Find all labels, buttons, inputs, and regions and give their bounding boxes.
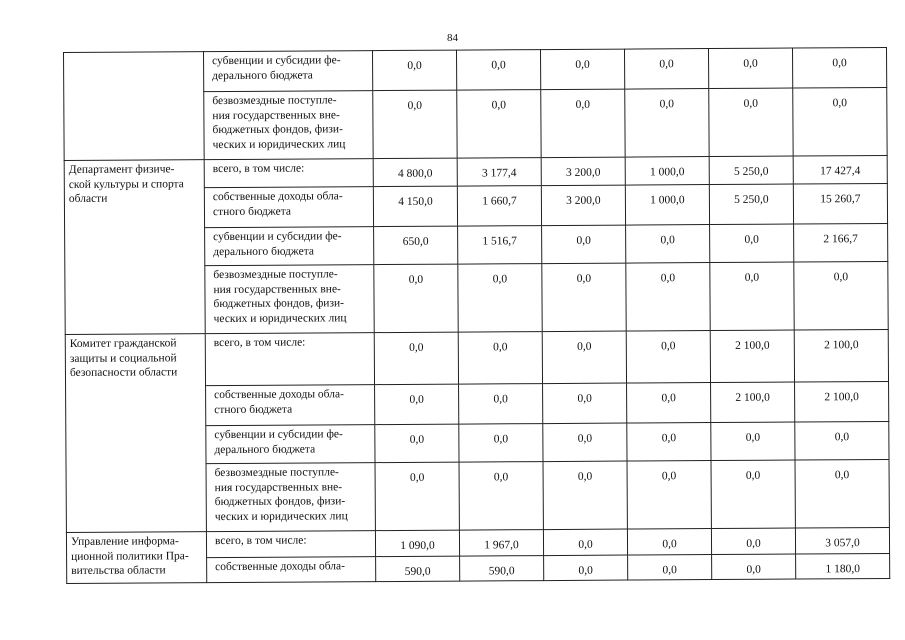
value-cell: 0,0 xyxy=(792,47,886,88)
value-cell: 0,0 xyxy=(542,225,626,264)
value-cell: 0,0 xyxy=(459,424,543,463)
value-cell: 590,0 xyxy=(460,555,544,581)
funding-source-cell: субвенции и субсидии фе- дерального бюджета xyxy=(204,51,373,92)
funding-source-cell: собственные доходы обла- стного бюджета xyxy=(206,385,375,426)
value-cell: 650,0 xyxy=(374,226,458,265)
budget-table-body xyxy=(64,47,890,583)
value-cell: 0,0 xyxy=(795,421,889,460)
value-cell: 0,0 xyxy=(540,49,624,90)
value-cell: 0,0 xyxy=(627,529,711,555)
value-cell: 0,0 xyxy=(542,331,626,384)
value-cell: 3 057,0 xyxy=(795,527,889,553)
value-cell: 0,0 xyxy=(627,423,711,462)
funding-source-cell: всего, в том числе: xyxy=(204,159,373,188)
value-cell: 1 000,0 xyxy=(625,185,709,226)
value-cell: 0,0 xyxy=(544,555,628,581)
budget-table xyxy=(63,47,890,584)
value-cell: 0,0 xyxy=(711,528,795,554)
funding-source-cell: всего, в том числе: xyxy=(205,333,374,386)
value-cell: 0,0 xyxy=(375,462,459,531)
value-cell: 1 967,0 xyxy=(459,530,543,556)
organization-cell: Комитет гражданской защиты и социальной безопасности области xyxy=(65,334,206,533)
table-row xyxy=(65,329,888,386)
value-cell: 0,0 xyxy=(793,87,887,156)
value-cell: 1 180,0 xyxy=(796,553,890,579)
value-cell: 0,0 xyxy=(712,554,796,580)
budget-table-container xyxy=(63,47,872,584)
value-cell: 3 200,0 xyxy=(541,185,625,226)
value-cell: 0,0 xyxy=(457,90,541,159)
value-cell: 0,0 xyxy=(373,90,457,159)
value-cell: 17 427,4 xyxy=(793,155,887,184)
organization-cell: Управление информа- ционной политики Пра- вительства области xyxy=(66,532,206,584)
value-cell: 0,0 xyxy=(375,384,459,425)
value-cell: 0,0 xyxy=(709,88,793,157)
value-cell: 3 200,0 xyxy=(541,157,625,186)
value-cell: 0,0 xyxy=(459,462,543,531)
value-cell: 2 100,0 xyxy=(711,382,795,423)
table-row xyxy=(64,47,887,92)
value-cell: 0,0 xyxy=(543,461,627,530)
value-cell: 5 250,0 xyxy=(709,156,793,185)
value-cell: 0,0 xyxy=(624,49,708,90)
value-cell: 0,0 xyxy=(458,332,542,385)
value-cell: 4 800,0 xyxy=(373,158,457,187)
funding-source-cell: субвенции и субсидии фе- дерального бюджета xyxy=(206,425,375,464)
value-cell: 0,0 xyxy=(708,48,792,89)
value-cell: 1 000,0 xyxy=(625,157,709,186)
funding-source-cell: субвенции и субсидии фе- дерального бюджета xyxy=(205,227,374,266)
funding-source-cell: безвозмездные поступле- ния государственных вне- бюджетных фондов, физи- ческих и юридических лиц xyxy=(206,463,375,532)
value-cell: 0,0 xyxy=(626,225,710,264)
value-cell: 2 100,0 xyxy=(794,329,888,382)
value-cell: 0,0 xyxy=(627,461,711,530)
value-cell: 0,0 xyxy=(375,424,459,463)
funding-source-cell: собственные доходы обла- xyxy=(207,556,376,583)
value-cell: 1 660,7 xyxy=(457,186,541,227)
value-cell: 0,0 xyxy=(459,384,543,425)
value-cell: 0,0 xyxy=(626,331,710,384)
page-number: 84 xyxy=(447,32,458,44)
value-cell: 0,0 xyxy=(543,383,627,424)
funding-source-cell: собственные доходы обла- стного бюджета xyxy=(204,187,373,228)
value-cell: 4 150,0 xyxy=(373,186,457,227)
value-cell: 0,0 xyxy=(542,263,626,332)
value-cell: 0,0 xyxy=(711,460,795,529)
value-cell: 0,0 xyxy=(541,89,625,158)
funding-source-cell: всего, в том числе: xyxy=(206,531,375,558)
funding-source-cell: безвозмездные поступле- ния государственных вне- бюджетных фондов, физи- ческих и юридических лиц xyxy=(204,91,373,160)
value-cell: 3 177,4 xyxy=(457,158,541,187)
value-cell: 0,0 xyxy=(710,262,794,331)
value-cell: 0,0 xyxy=(458,264,542,333)
value-cell: 0,0 xyxy=(543,529,627,555)
value-cell: 0,0 xyxy=(456,50,540,91)
value-cell: 2 100,0 xyxy=(710,330,794,383)
value-cell: 0,0 xyxy=(711,422,795,461)
value-cell: 2 100,0 xyxy=(795,381,889,422)
value-cell: 0,0 xyxy=(710,224,794,263)
value-cell: 0,0 xyxy=(626,263,710,332)
value-cell: 0,0 xyxy=(374,264,458,333)
value-cell: 0,0 xyxy=(794,261,888,330)
organization-cell: Департамент физиче- ской культуры и спорта области xyxy=(64,160,205,335)
value-cell: 0,0 xyxy=(627,383,711,424)
value-cell: 0,0 xyxy=(625,89,709,158)
funding-source-cell: безвозмездные поступле- ния государственных вне- бюджетных фондов, физи- ческих и юридических лиц xyxy=(205,265,374,334)
value-cell: 1 090,0 xyxy=(375,530,459,556)
value-cell: 15 260,7 xyxy=(793,183,887,224)
organization-cell xyxy=(64,52,205,161)
value-cell: 1 516,7 xyxy=(458,226,542,265)
value-cell: 0,0 xyxy=(628,554,712,580)
value-cell: 0,0 xyxy=(372,50,456,91)
value-cell: 2 166,7 xyxy=(794,223,888,262)
value-cell: 0,0 xyxy=(543,423,627,462)
value-cell: 0,0 xyxy=(795,459,889,528)
value-cell: 5 250,0 xyxy=(709,184,793,225)
value-cell: 590,0 xyxy=(376,556,460,582)
value-cell: 0,0 xyxy=(374,332,458,385)
